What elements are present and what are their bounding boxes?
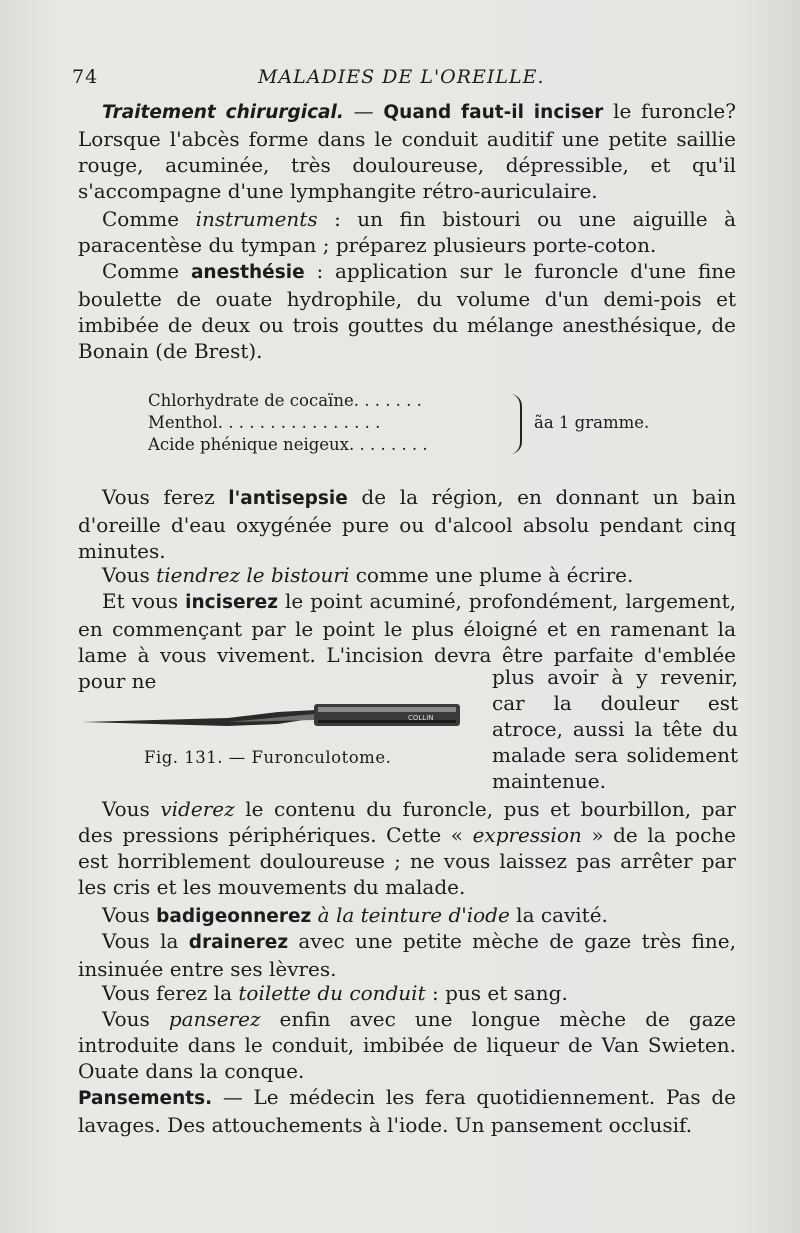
formula-line: Chlorhydrate de cocaïne. . . . . . .: [148, 391, 422, 410]
italic-term: expression: [472, 823, 582, 847]
italic-term: viderez: [160, 797, 235, 821]
paragraph-instruments: Comme instruments : un fin bistouri ou une aiguille à paracentèse du tympan ; préparez plusieurs porte-coton.: [78, 207, 736, 257]
bold-term: badigeonnerez: [156, 906, 312, 927]
paragraph-badigeonnerez: Vous badigeonnerez à la teinture d'iode la cavité.: [102, 903, 608, 927]
paragraph-drainerez: Vous la drainerez avec une petite mèche de gaze très fine, insinuée entre ses lèvres.: [78, 929, 737, 981]
paragraph-bistouri: Vous tiendrez le bistouri comme une plume à écrire.: [102, 563, 634, 587]
paragraph-toilette: Vous ferez la toilette du conduit : pus et sang.: [102, 981, 568, 1005]
bold-term: inciserez: [185, 592, 278, 613]
section-title: Traitement chirurgical.: [102, 102, 344, 123]
figure-furonculotome: [78, 690, 473, 780]
italic-term: à la teinture d'iode: [317, 903, 510, 927]
paragraph-panserez: Vous panserez enfin avec une longue mèche de gaze introduite dans le conduit, imbibée de liqueur de Van Swieten. Ouate dans la conque.: [78, 1007, 736, 1083]
italic-term: panserez: [168, 1007, 261, 1031]
engraving-text: COLLIN: [408, 714, 434, 722]
paragraph-traitement: Traitement chirurgical. — Quand faut-il inciser le furoncle? Lorsque l'abcès forme dans le conduit auditif une petite saillie rouge, acuminée, très douloureuse, dépressible, et qu'il s'accompagne d'une lymphangite rétro-auriculaire.: [78, 99, 736, 203]
running-title: MALADIES DE L'OREILLE.: [258, 66, 545, 88]
formula-dose: ãa 1 gramme.: [534, 413, 650, 432]
italic-term: toilette du conduit: [238, 981, 426, 1005]
formula-ingredients: [148, 390, 428, 456]
page-number: 74: [72, 66, 99, 88]
bold-term: anesthésie: [190, 262, 305, 283]
bold-question: Quand faut-il inciser: [383, 102, 604, 123]
prescription-formula: [148, 390, 668, 462]
paragraph-pansements: Pansements. — Le médecin les fera quotidiennement. Pas de lavages. Des attouchements à l'iode. Un pansement occlusif.: [78, 1085, 736, 1137]
paragraph-inciserez: Et vous inciserez le point acuminé, profondément, largement, en commençant par le point le plus éloigné et en ramenant la lame à vous vivement. L'incision devra être parfaite d'emblée pour ne: [78, 589, 736, 693]
curly-brace: [510, 394, 522, 454]
italic-term: instruments: [195, 207, 318, 231]
bold-term: l'antisepsie: [228, 488, 348, 509]
page-header: [72, 66, 722, 92]
furonculotome-illustration: [78, 690, 473, 746]
figure-caption: Fig. 131. — Furonculotome.: [144, 748, 392, 767]
formula-line: Acide phénique neigeux. . . . . . . .: [148, 435, 428, 454]
bold-term: Pansements.: [78, 1088, 213, 1109]
paragraph-antisepsie: Vous ferez l'antisepsie de la région, en donnant un bain d'oreille d'eau oxygénée pure ou d'alcool absolu pendant cinq minutes.: [78, 485, 737, 563]
bold-term: drainerez: [188, 932, 289, 953]
paragraph-anesthesie: Comme anesthésie : application sur le furoncle d'une fine boulette de ouate hydrophile, du volume d'un demi-pois et imbibée de deux ou trois gouttes du mélange anesthésique, de Bonain (de Brest).: [78, 259, 736, 363]
formula-line: Menthol. . . . . . . . . . . . . . . .: [148, 413, 381, 432]
italic-term: tiendrez le bistouri: [156, 563, 350, 587]
paragraph-inciserez-continued: plus avoir à y revenir, car la douleur est atroce, aussi la tête du malade sera solidement maintenue.: [492, 665, 738, 793]
paragraph-viderez: Vous viderez le contenu du furoncle, pus et bourbillon, par des pressions périphériques. Cette « expression » de la poche est horriblement douloureuse ; ne vous laissez pas arrêter par les cris et les mouvements du malade.: [78, 797, 736, 899]
